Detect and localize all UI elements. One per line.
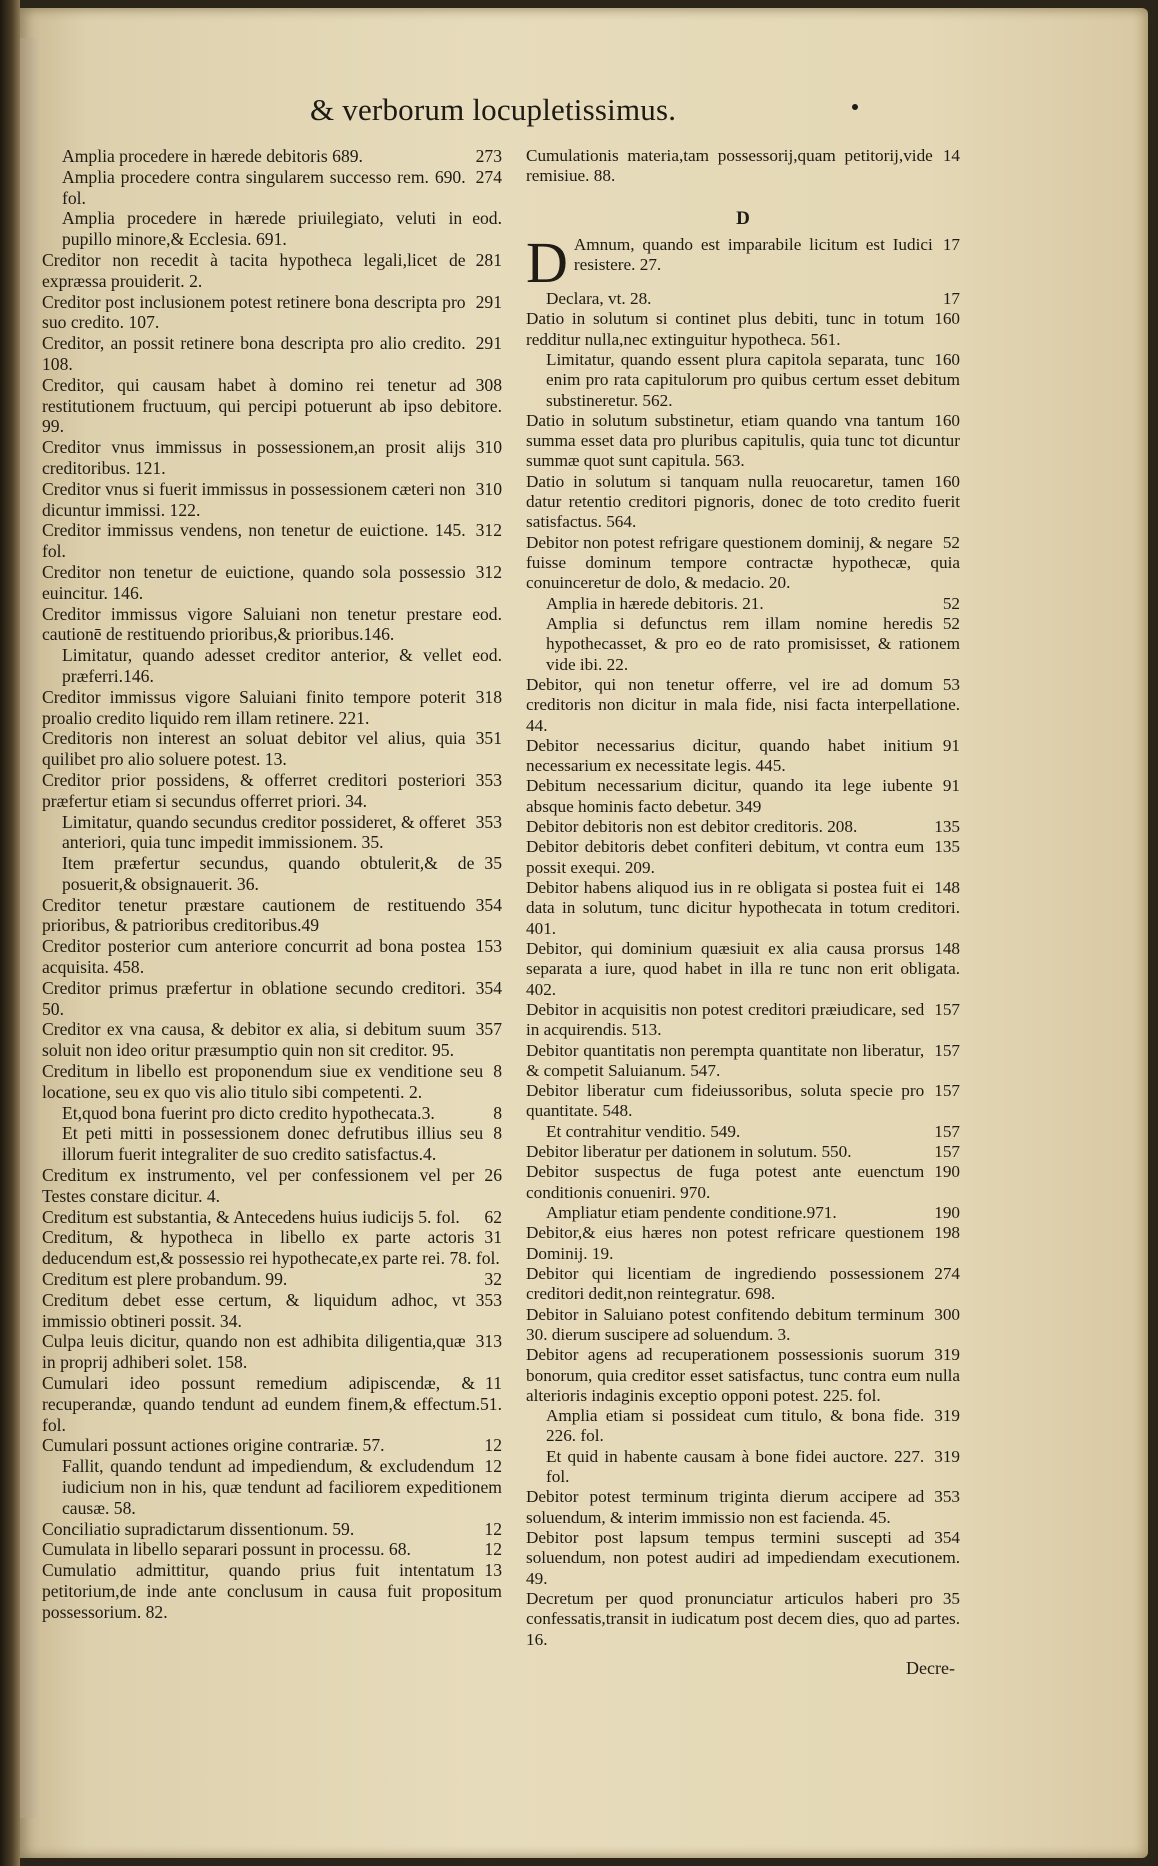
entry-page-number: 8	[493, 1123, 502, 1144]
entry-text: Limitatur, quando essent plura capitola separata, tunc enim pro rata capitulorum pro quibus certum esset debitum substineretur. 562.	[546, 349, 960, 410]
entry-text: Declara, vt. 28.	[546, 288, 652, 308]
entry-text: Et contrahitur venditio. 549.	[546, 1121, 741, 1141]
entry-page-number: 312	[475, 561, 502, 582]
entry-text: Debitor non potest refrigare questionem dominij, & negare fuisse dominum tempore contractæ hypothecæ, quia conuinceretur de dolo, & medacio. 20.	[526, 532, 960, 593]
entry-text: Creditor, qui causam habet à domino rei tenetur ad restitutionem fructuum, qui percipi potuerunt ab ipso debitore. 99.	[42, 374, 502, 437]
ink-dot	[852, 104, 858, 110]
entry-page-number: 8	[493, 1061, 502, 1082]
entry-page-number: 31	[484, 1227, 502, 1248]
entry-page-number: 135	[934, 837, 960, 857]
entry-text: Debitor debitoris non est debitor creditoris. 208.	[526, 817, 858, 837]
index-entry	[42, 1519, 502, 1540]
entry-page-number: 319	[934, 1406, 960, 1426]
entry-text: Cumulari possunt actiones origine contrariæ. 57.	[42, 1435, 385, 1456]
entry-page-number: 351	[475, 728, 502, 749]
entry-page-number: 274	[934, 1263, 960, 1283]
index-entry	[526, 1162, 960, 1203]
book-gutter	[0, 0, 20, 1866]
index-entry	[526, 837, 960, 878]
entry-text: Et peti mitti in possessionem donec defrutibus illius seu illorum fuerit integraliter de suo credito satisfactus.4.	[62, 1123, 484, 1165]
entry-page-number: 190	[934, 1162, 960, 1182]
entry-page-number: 319	[934, 1345, 960, 1365]
entry-text: Fallit, quando tendunt ad impediendum, & excludendum iudicium non in his, quæ tendunt ad faciliorem expeditionem causæ. 58.	[62, 1456, 502, 1518]
entry-text: Amplia etiam si possideat cum titulo, & bona fide. 226. fol.	[546, 1406, 925, 1446]
index-entry	[526, 146, 960, 187]
index-entry	[526, 1487, 960, 1528]
entry-text: Datio in solutum si tanquam nulla reuocaretur, tamen datur retentio creditori pignoris, donec de toto credito fuerit satisfactus. 564.	[526, 471, 960, 532]
index-entry	[42, 812, 502, 854]
entry-page-number: 13	[484, 1560, 502, 1581]
entry-page-number: 160	[934, 471, 960, 491]
entry-text: Creditor immissus vigore Saluiani non tenetur prestare cautionē de restituendo prioribus,& prioribus.146.	[42, 603, 463, 645]
index-entry	[526, 1142, 960, 1162]
catchword: Decre-	[906, 1658, 955, 1678]
index-entry	[42, 1123, 502, 1165]
entry-text: Limitatur, quando secundus creditor possideret, & offeret anteriori, quia tunc impedit immissionem. 35.	[62, 811, 466, 853]
entry-text: Amplia procedere contra singularem successo rem. 690. fol.	[62, 166, 466, 208]
index-entry	[42, 895, 502, 937]
entry-page-number: 353	[475, 769, 502, 790]
entry-text: Creditum ex instrumento, vel per confessionem vel per Testes constare dicitur. 4.	[42, 1165, 475, 1206]
entry-text: Debitum necessarium dicitur, quando ita lege iubente absque hominis facto debetur. 349	[526, 776, 933, 816]
index-entry	[42, 292, 502, 334]
entry-page-number: eod.	[472, 208, 502, 229]
entry-text: Culpa leuis dicitur, quando non est adhibita diligentia,quæ in proprij adhiberi solet. 158.	[42, 1331, 466, 1373]
index-column-right	[526, 146, 960, 1650]
index-entry	[42, 167, 502, 209]
entry-text: Debitor qui licentiam de ingrediendo possessionem creditori dedit,non reintegratur. 698.	[526, 1263, 925, 1304]
entry-text: Debitor,& eius hæres non potest refricare questionem Dominij. 19.	[526, 1223, 925, 1263]
entry-page-number: 310	[475, 437, 502, 458]
entry-text: Debitor in Saluiano potest confitendo debitum terminum 30. dierum suscipere ad soluendum. 3.	[526, 1304, 925, 1344]
index-entry	[526, 817, 960, 837]
entry-page-number: 319	[934, 1446, 960, 1466]
entry-text: Amplia procedere in hærede priuilegiato, veluti in pupillo minore,& Ecclesia. 691.	[62, 208, 463, 250]
entry-text: Decretum per quod pronunciatur articulos haberi pro confessatis,transit in iudicatum post decem dies, quo ad partes. 16.	[526, 1588, 960, 1649]
page-header: & verborum locupletissimus.	[310, 92, 677, 127]
entry-page-number: 35	[484, 853, 502, 874]
index-entry	[526, 776, 960, 817]
entry-text: Creditor, an possit retinere bona descripta pro alio credito. 108.	[42, 333, 466, 374]
index-entry	[42, 1165, 502, 1207]
index-entry	[42, 853, 502, 895]
entry-text: Ampliatur etiam pendente conditione.971.	[546, 1203, 837, 1222]
entry-page-number: 310	[475, 478, 502, 499]
entry-page-number: 62	[484, 1206, 502, 1227]
entry-page-number: 354	[934, 1528, 960, 1547]
entry-page-number: 17	[942, 288, 960, 308]
index-entry	[526, 1203, 960, 1223]
entry-page-number: 357	[475, 1019, 502, 1040]
entry-text: Creditor immissus vendens, non tenetur de euictione. 145. fol.	[42, 520, 466, 562]
entry-page-number: 52	[942, 613, 960, 633]
entry-page-number: 12	[484, 1456, 502, 1477]
index-entry	[42, 1539, 502, 1560]
entry-page-number: 32	[484, 1269, 502, 1290]
entry-text: Creditor prior possidens, & offerret creditori posteriori præfertur etiam si secundus offerret priori. 34.	[42, 769, 466, 811]
index-entry	[526, 411, 960, 472]
entry-page-number: 12	[484, 1539, 502, 1560]
entry-page-number: 160	[934, 349, 960, 369]
entry-text: Creditor ex vna causa, & debitor ex alia, si debitum suum soluit non ideo oritur præsumptio quin non sit creditor. 95.	[42, 1019, 466, 1061]
entry-page-number: 160	[934, 410, 960, 430]
entry-page-number: 11	[485, 1373, 502, 1394]
entry-page-number: 273	[475, 146, 502, 166]
index-entry	[526, 1447, 960, 1488]
index-entry	[42, 520, 502, 562]
entry-page-number: 52	[942, 593, 960, 613]
entry-page-number: 8	[493, 1102, 502, 1123]
section-letter: D	[736, 207, 750, 229]
index-entry	[526, 1589, 960, 1650]
entry-text: Creditor non tenetur de euictione, quando sola possessio euincitur. 146.	[42, 561, 466, 603]
entry-text: Limitatur, quando adesset creditor anterior, & vellet præferri.146.	[62, 645, 463, 686]
page-edge-strip	[20, 38, 38, 1818]
entry-page-number: 153	[475, 936, 502, 957]
entry-page-number: 353	[475, 1289, 502, 1310]
entry-text: Datio in solutum si continet plus debiti, tunc in totum redditur nulla,nec extinguitur hypotheca. 561.	[526, 309, 925, 349]
entry-text: Cumulata in libello separari possunt in processu. 68.	[42, 1539, 411, 1560]
entry-text: Item præfertur secundus, quando obtulerit,& de posuerit,& obsignauerit. 36.	[62, 853, 475, 894]
entry-text: Amnum, quando est imparabile licitum est Iudici resistere. 27.	[573, 234, 933, 275]
entry-page-number: 91	[942, 776, 960, 796]
entry-page-number: 135	[934, 817, 960, 837]
entry-text: Debitor suspectus de fuga potest ante euenctum conditionis conueniri. 970.	[526, 1162, 925, 1202]
entry-text: Conciliatio supradictarum dissentionum. 59.	[42, 1518, 355, 1539]
entry-text: Cumulatio admittitur, quando prius fuit intentatum petitorium,de inde ante conclusum in causa fuit propositum possessorium. 82.	[42, 1560, 502, 1622]
entry-page-number: 91	[942, 735, 960, 755]
index-entry	[42, 250, 502, 292]
index-entry	[526, 1122, 960, 1142]
index-entry	[42, 1290, 502, 1332]
index-entry	[526, 1305, 960, 1346]
entry-page-number: 157	[934, 1040, 960, 1060]
entry-page-number: 17	[942, 234, 960, 254]
entry-text: Creditoris non interest an soluat debitor vel alius, quia quilibet pro alio soluere potest. 13.	[42, 728, 466, 770]
entry-page-number: eod.	[472, 603, 502, 624]
index-entry	[526, 675, 960, 736]
index-entry	[526, 472, 960, 533]
entry-text: Datio in solutum substinetur, etiam quando vna tantum summa esset data pro pluribus capitulis, quia tunc tot dicuntur summæ quot sunt capitula. 563.	[526, 410, 960, 471]
entry-page-number: 353	[934, 1487, 960, 1507]
entry-page-number: 312	[475, 520, 502, 541]
entry-text: Cumulationis materia,tam possessorij,quam petitorij,vide remisiue. 88.	[526, 146, 933, 186]
entry-page-number: 354	[475, 894, 502, 915]
entry-page-number: 291	[475, 291, 502, 312]
entry-text: Creditor non recedit à tacita hypotheca legali,licet de expræssa prouiderit. 2.	[42, 249, 466, 291]
index-entry	[42, 1019, 502, 1061]
entry-text: Debitor liberatur cum fideiussoribus, soluta specie pro quantitate. 548.	[526, 1081, 925, 1121]
index-entry	[42, 437, 502, 479]
entry-text: Creditor tenetur præstare cautionem de restituendo prioribus, & patrioribus creditoribus.49	[42, 894, 466, 936]
entry-page-number: 308	[475, 374, 502, 395]
entry-page-number: 157	[934, 1142, 960, 1162]
index-entry	[42, 1103, 502, 1124]
entry-page-number: 35	[942, 1588, 960, 1608]
index-entry	[42, 333, 502, 375]
entry-text: Debitor quantitatis non perempta quantitate non liberatur, & competit Saluianum. 547.	[526, 1040, 925, 1080]
entry-text: Et quid in habente causam à bone fidei auctore. 227. fol.	[546, 1446, 925, 1487]
entry-page-number: 157	[934, 1121, 960, 1141]
index-entry	[42, 728, 502, 770]
index-entry	[42, 770, 502, 812]
entry-text: Amplia in hærede debitoris. 21.	[546, 593, 764, 613]
index-entry	[42, 1269, 502, 1290]
index-column-left	[42, 146, 502, 1623]
entry-text: Amplia procedere in hærede debitoris 689.	[62, 146, 363, 166]
entry-text: Debitor debitoris debet confiteri debitum, vt contra eum possit exequi. 209.	[526, 837, 925, 877]
index-entry	[42, 687, 502, 729]
index-entry	[42, 1456, 502, 1518]
entry-page-number: 157	[934, 1081, 960, 1101]
entry-page-number: eod.	[472, 645, 502, 666]
entry-text: Creditum in libello est proponendum siue ex venditione seu locatione, seu ex quo vis alio titulo sibi competenti. 2.	[42, 1061, 484, 1102]
entry-page-number: 12	[484, 1518, 502, 1539]
index-entry	[526, 1000, 960, 1041]
index-entry	[42, 1435, 502, 1456]
entry-text: Creditum est plere probandum. 99.	[42, 1269, 288, 1290]
index-entry	[526, 1223, 960, 1264]
entry-page-number: 300	[934, 1304, 960, 1324]
entry-text: Debitor post lapsum tempus termini suscepti ad soluendum, non potest audiri ad impediendam executionem. 49.	[526, 1528, 960, 1588]
dropcap-entry	[526, 229, 960, 295]
index-entry	[42, 1373, 502, 1435]
index-entry	[526, 309, 960, 350]
entry-text: Creditor vnus si fuerit immissus in possessionem cæteri non dicuntur immissi. 122.	[42, 478, 466, 520]
entry-text: Debitor habens aliquod ius in re obligata si postea fuit ei data in solutum, tunc dicitur hypothecata in totum creditori. 401.	[526, 878, 960, 938]
index-entry	[42, 604, 502, 646]
entry-page-number: 353	[475, 811, 502, 832]
index-entry	[526, 1528, 960, 1589]
entry-text: Creditor primus præfertur in oblatione secundo creditori. 50.	[42, 977, 466, 1019]
index-entry	[526, 1345, 960, 1406]
entry-text: Creditor posterior cum anteriore concurrit ad bona postea acquisita. 458.	[42, 936, 466, 978]
entry-page-number: 148	[934, 878, 960, 897]
index-entry	[42, 1331, 502, 1373]
index-entry	[526, 289, 960, 309]
entry-text: Debitor, qui dominium quæsiuit ex alia causa prorsus separata a iure, quod habet in illa re tunc non erit obligata. 402.	[526, 938, 960, 999]
index-entry	[42, 1227, 502, 1269]
index-entry	[526, 614, 960, 675]
entry-page-number: 157	[934, 999, 960, 1019]
index-entry	[526, 1081, 960, 1122]
index-entry	[42, 562, 502, 604]
index-entry	[42, 375, 502, 437]
index-entry	[526, 878, 960, 939]
index-entry	[526, 1264, 960, 1305]
index-entry	[526, 736, 960, 777]
index-entry	[42, 936, 502, 978]
entry-page-number: 160	[934, 309, 960, 329]
entry-page-number: 313	[475, 1331, 502, 1352]
entry-text: Debitor agens ad recuperationem possessionis suorum bonorum, quia creditor esset satisfactus, tunc contra eum nulla alterioris indaginis exceptio opponi potest. 225. fol.	[526, 1345, 960, 1405]
index-entry	[42, 1207, 502, 1228]
entry-text: Creditum est substantia, & Antecedens huius iudicijs 5. fol.	[42, 1206, 460, 1227]
dropcap-letter: D	[526, 229, 568, 295]
entry-text: Creditor immissus vigore Saluiani finito tempore poterit proalio credito liquido rem illam retinere. 221.	[42, 686, 466, 728]
entry-text: Et,quod bona fuerint pro dicto credito hypothecata.3.	[62, 1102, 435, 1123]
index-entry	[526, 594, 960, 614]
entry-page-number: 26	[484, 1165, 502, 1186]
index-entry	[42, 479, 502, 521]
index-entry	[42, 208, 502, 250]
entry-page-number: 190	[934, 1203, 960, 1222]
entry-text: Debitor in acquisitis non potest creditori præiudicare, sed in acquirendis. 513.	[526, 999, 925, 1040]
entry-text: Debitor, qui non tenetur offerre, vel ire ad domum creditoris non dicitur in mala fide, nisi facta interpellatione. 44.	[526, 674, 960, 735]
entry-page-number: 14	[942, 146, 960, 165]
index-entry	[526, 1041, 960, 1082]
index-entry	[42, 146, 502, 167]
index-entry	[42, 1061, 502, 1103]
entry-page-number: 12	[484, 1435, 502, 1456]
entry-page-number: 52	[942, 532, 960, 552]
entry-text: Amplia si defunctus rem illam nomine heredis hypothecasset, & pro eo de rato promisisset, & rationem vide ibi. 22.	[546, 613, 960, 674]
index-entry	[42, 1560, 502, 1622]
entry-text: Creditor vnus immissus in possessionem,an prosit alijs creditoribus. 121.	[42, 437, 466, 478]
index-entry	[526, 350, 960, 411]
entry-text: Cumulari ideo possunt remedium adipiscendæ, & recuperandæ, quando tendunt ad eundem finem,& effectum.51. fol.	[42, 1373, 502, 1435]
entry-text: Debitor liberatur per dationem in solutum. 550.	[526, 1142, 852, 1162]
entry-text: Creditor post inclusionem potest retinere bona descripta pro suo credito. 107.	[42, 291, 466, 333]
entry-text: Creditum debet esse certum, & liquidum adhoc, vt immissio obtineri possit. 34.	[42, 1289, 466, 1331]
entry-text: Debitor necessarius dicitur, quando habet initium necessarium ex necessitate legis. 445.	[526, 735, 933, 776]
index-entry	[526, 533, 960, 594]
entry-page-number: 291	[475, 333, 502, 354]
index-entry	[526, 939, 960, 1000]
index-entry	[526, 1406, 960, 1447]
entry-text: Creditum, & hypotheca in libello ex parte actoris deducendum est,& possessio rei hypothecate,ex parte rei. 78. fol.	[42, 1227, 500, 1269]
index-entry	[42, 645, 502, 687]
entry-page-number: 198	[934, 1223, 960, 1243]
entry-page-number: 148	[934, 938, 960, 958]
entry-page-number: 354	[475, 977, 502, 998]
entry-page-number: 274	[475, 166, 502, 187]
entry-page-number: 318	[475, 686, 502, 707]
entry-page-number: 281	[475, 249, 502, 270]
entry-text: Debitor potest terminum triginta dierum accipere ad soluendum, & interim immissio non est facienda. 45.	[526, 1487, 925, 1527]
entry-page-number: 53	[942, 674, 960, 694]
index-entry	[42, 978, 502, 1020]
